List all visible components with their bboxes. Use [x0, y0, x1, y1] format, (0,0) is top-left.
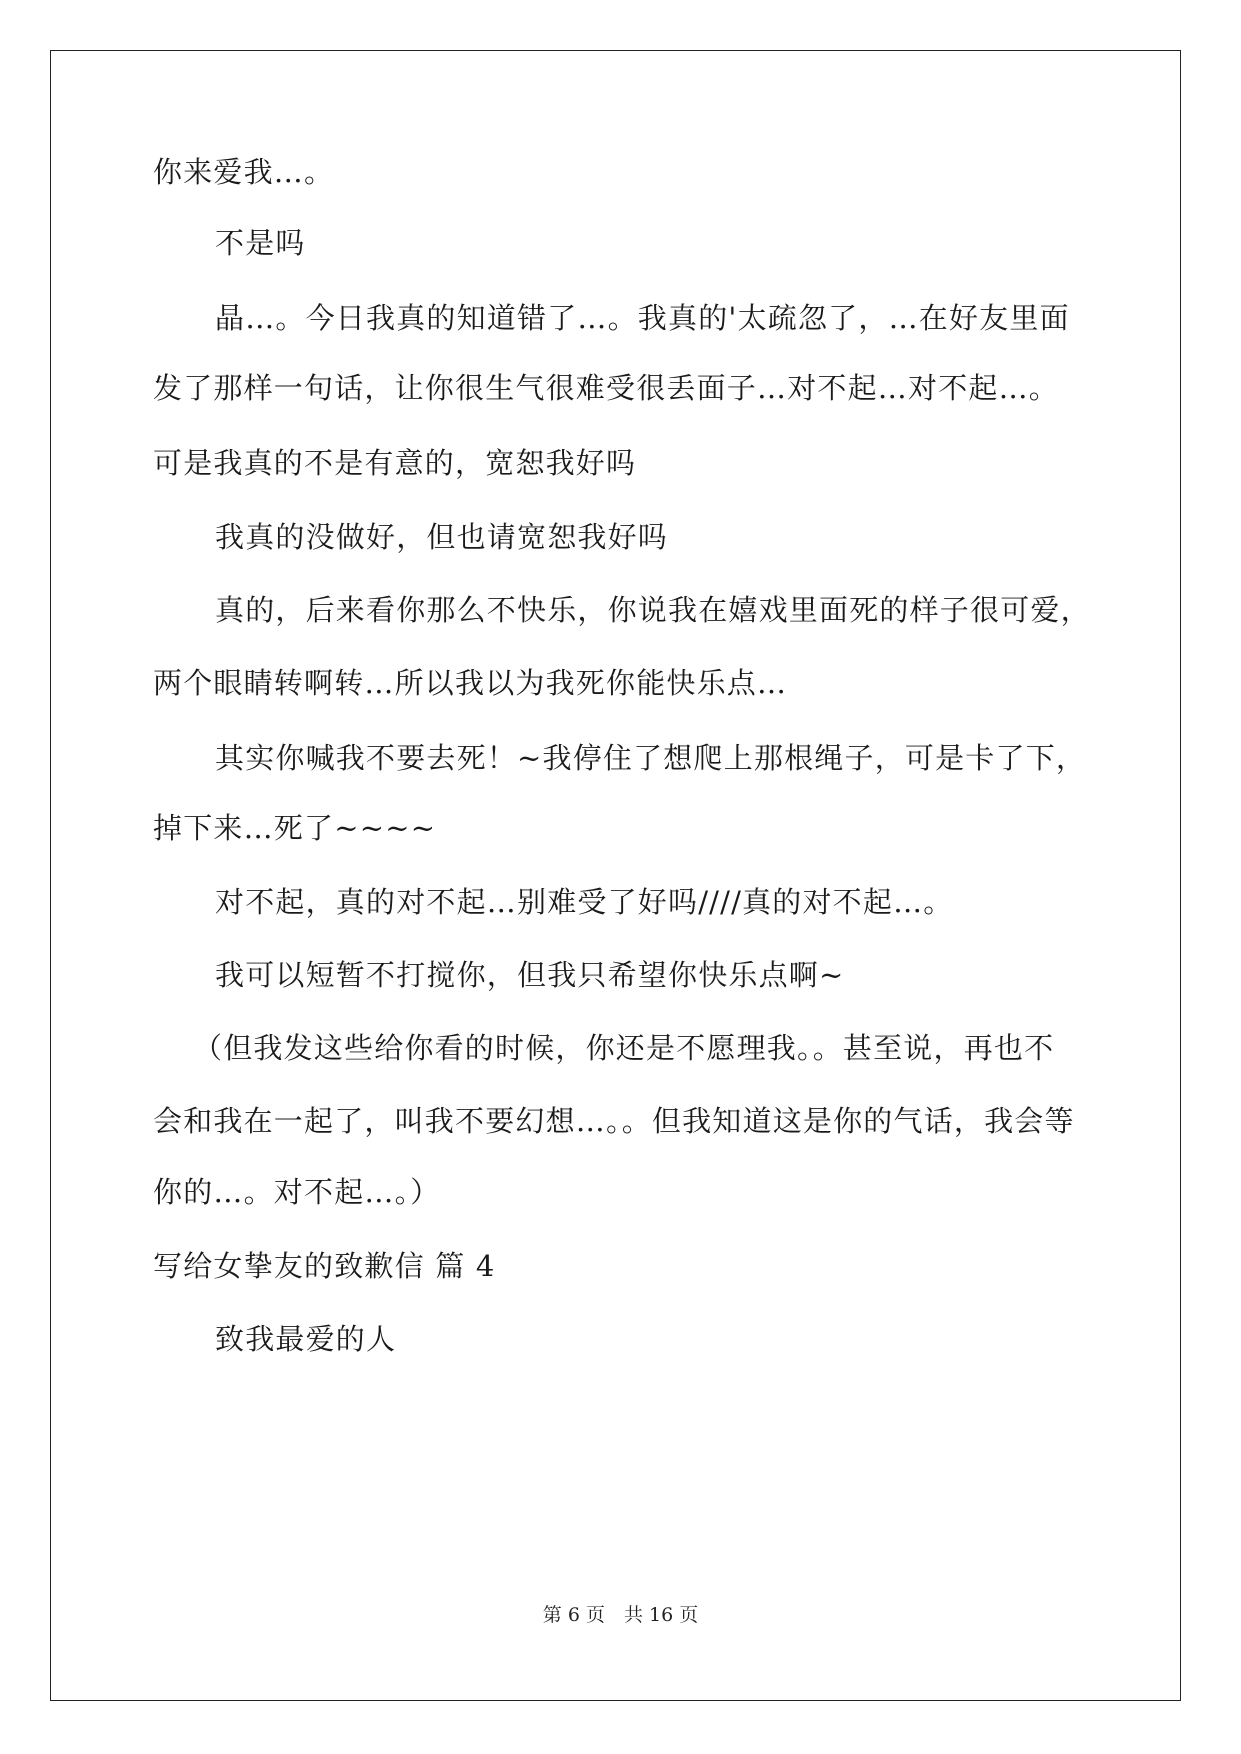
text-line: 会和我在一起了，叫我不要幻想…。。但我知道这是你的气话，我会等 [153, 1104, 1075, 1138]
text-line: 掉下来…死了~~~~ [153, 811, 437, 845]
text-line: 不是吗 [215, 226, 306, 260]
text-line: 两个眼睛转啊转…所以我以为我死你能快乐点… [153, 666, 788, 700]
text-line: 你的…。对不起…。） [153, 1175, 441, 1209]
text-line: 你来爱我…。 [153, 155, 335, 189]
text-line: 发了那样一句话，让你很生气很难受很丢面子…对不起…对不起…。 [153, 371, 1060, 405]
text-line: 晶…。今日我真的知道错了…。我真的'太疏忽了，…在好友里面 [215, 301, 1070, 335]
text-line: 其实你喊我不要去死！~我停住了想爬上那根绳子，可是卡了下， [215, 741, 1087, 775]
text-line: 真的，后来看你那么不快乐，你说我在嬉戏里面死的样子很可爱， [215, 593, 1091, 627]
section-heading: 写给女挚友的致歉信 篇 4 [153, 1249, 496, 1283]
text-line: 可是我真的不是有意的，宽恕我好吗 [153, 446, 637, 480]
text-line: 致我最爱的人 [215, 1322, 397, 1356]
text-line: 我可以短暂不打搅你，但我只希望你快乐点啊~ [215, 958, 845, 992]
text-line: 我真的没做好，但也请宽恕我好吗 [215, 520, 669, 554]
page-number-footer: 第 6 页 共 16 页 [542, 1604, 699, 1626]
text-line: （但我发这些给你看的时候，你还是不愿理我。。甚至说，再也不 [193, 1031, 1055, 1065]
text-line: 对不起，真的对不起…别难受了好吗////真的对不起…。 [215, 885, 954, 919]
